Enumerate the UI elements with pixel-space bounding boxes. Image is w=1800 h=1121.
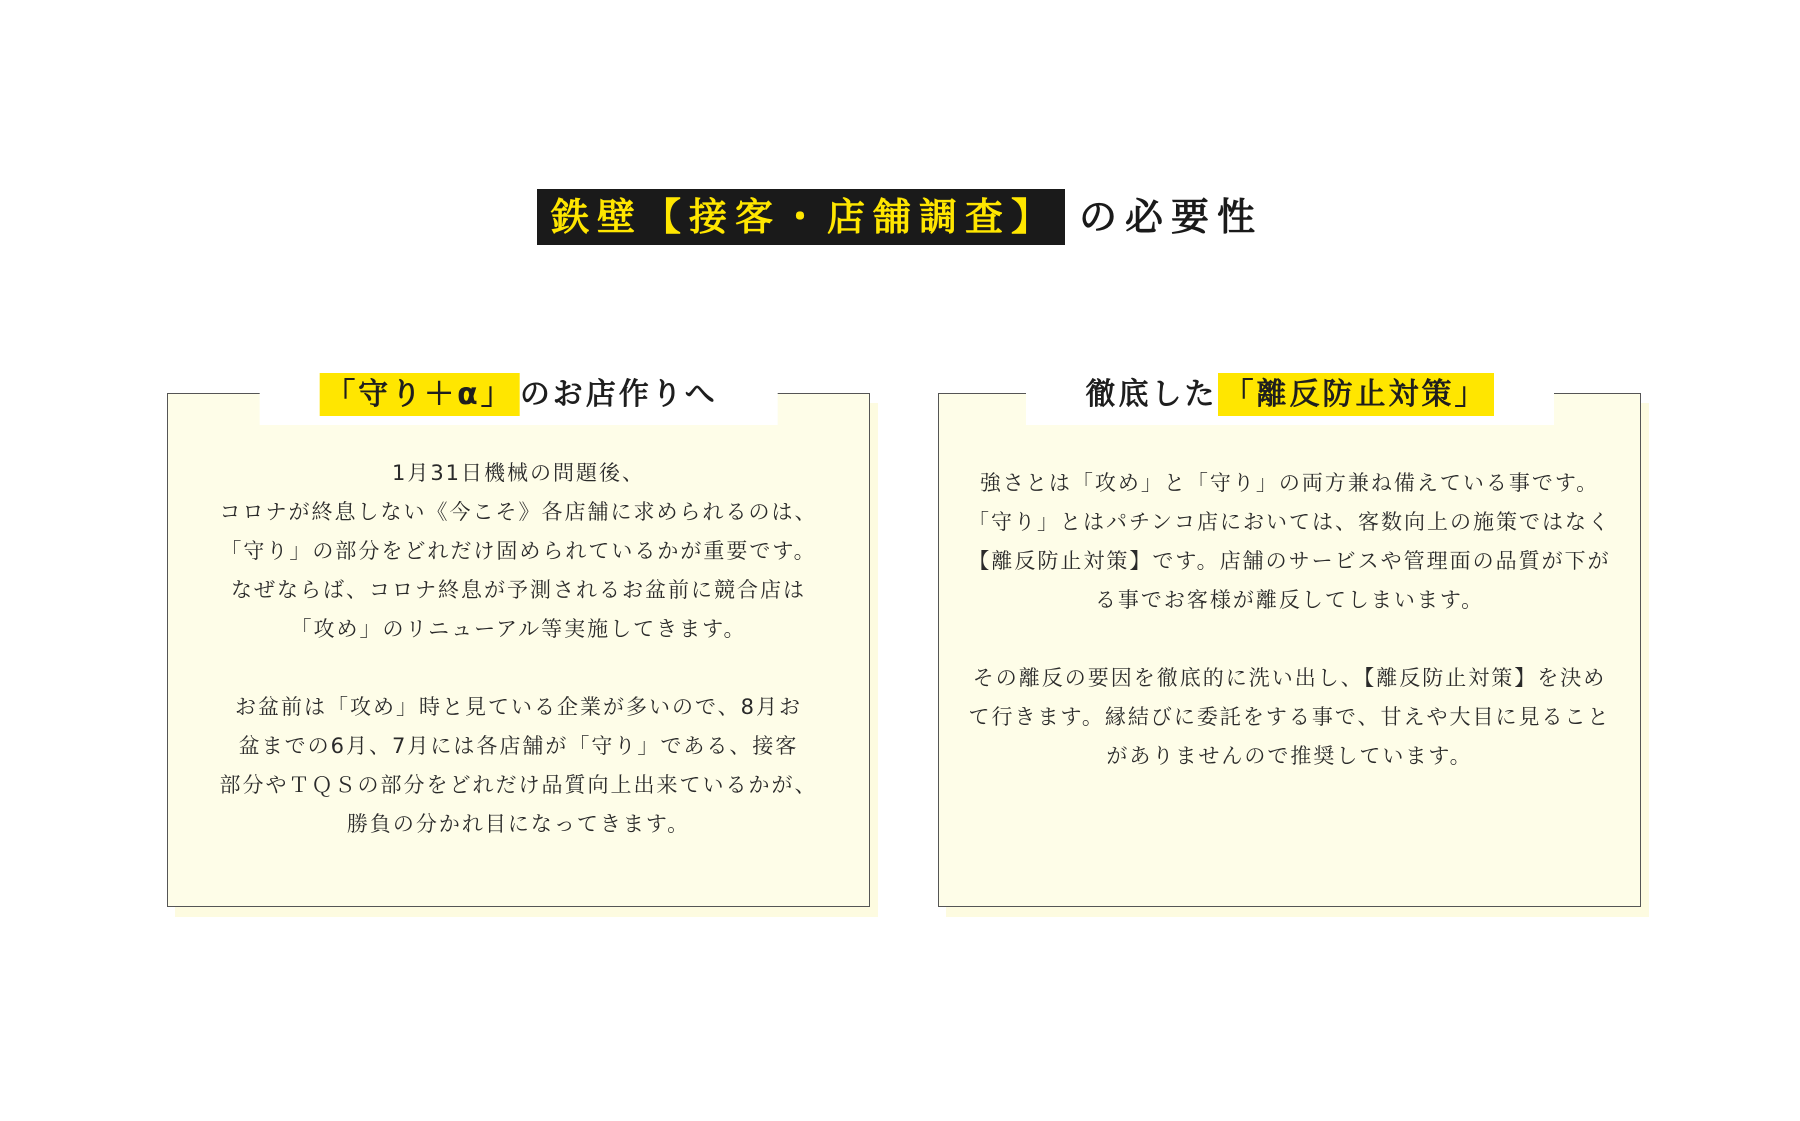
card-title-highlight: 「離反防止対策」 xyxy=(1218,373,1494,416)
card-title xyxy=(259,365,778,425)
card-box xyxy=(167,377,870,907)
page-title-highlight: 鉄壁【接客・店舗調査】 xyxy=(537,189,1065,245)
card-paragraph: お盆前は「攻め」時と見ている企業が多いので、8月お 盆までの6月、7月には各店舗が「守り」である、接客 部分やＴＱＳの部分をどれだけ品質向上出来ているかが、 勝負の分かれ目になってきます。 xyxy=(219,695,818,836)
card-paragraph: 強さとは「攻め」と「守り」の両方兼ね備えている事です。 「守り」とはパチンコ店においては、客数向上の施策ではなく 【離反防止対策】です。店舗のサービスや管理面の品質が下が る事でお客様が離反してしまいます。 xyxy=(968,471,1611,612)
card-rihan-boushi xyxy=(938,377,1641,907)
card-box xyxy=(938,377,1641,907)
card-mamori-alpha xyxy=(167,377,870,907)
card-title-highlight: 「守り＋α」 xyxy=(319,373,520,416)
card-paragraph: その離反の要因を徹底的に洗い出し、【離反防止対策】を決め て行きます。縁結びに委託をする事で、甘えや大目に見ること がありませんので推奨しています。 xyxy=(968,666,1611,768)
card-title xyxy=(1026,365,1554,425)
card-body xyxy=(959,464,1620,776)
page-title xyxy=(0,189,1800,245)
card-title-rest: のお店作りへ xyxy=(519,377,718,412)
card-title-prefix: 徹底した xyxy=(1085,377,1218,412)
card-paragraph: 1月31日機械の問題後、 コロナが終息しない《今こそ》各店舗に求められるのは、 「守り」の部分をどれだけ固められているかが重要です。 なぜならば、コロナ終息が予測されるお盆前に競合店は 「攻め」のリニューアル等実施してきます。 xyxy=(219,461,818,641)
card-body xyxy=(188,454,849,844)
page-title-rest: の必要性 xyxy=(1079,195,1264,240)
